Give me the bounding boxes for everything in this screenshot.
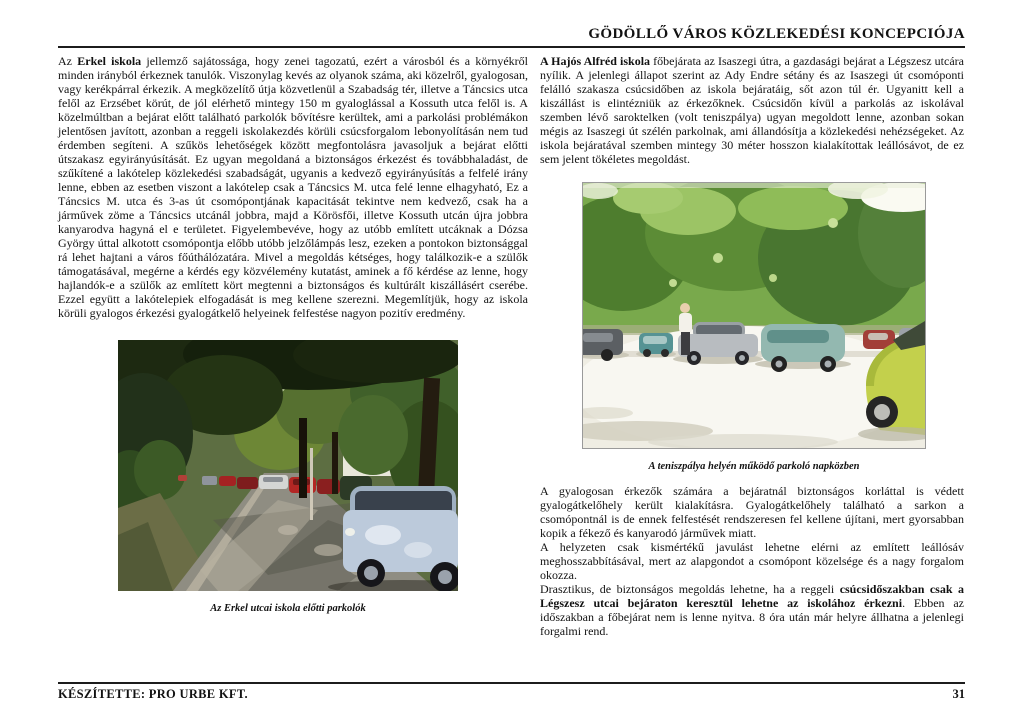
erkel-paragraph-text: Az xyxy=(58,54,78,68)
erkel-school-name: Erkel iskola xyxy=(77,54,142,68)
left-column xyxy=(58,54,528,615)
parking-figure-caption: A teniszpálya helyén működő parkoló napközben xyxy=(648,461,860,472)
drastic-solution-paragraph xyxy=(540,582,964,638)
erkel-street-photo xyxy=(118,340,458,591)
page-title: GÖDÖLLŐ VÁROS KÖZLEKEDÉSI KONCEPCIÓJA xyxy=(588,26,965,42)
hajos-school-name: A Hajós Alfréd iskola xyxy=(540,54,651,68)
parking-lot-photo xyxy=(582,182,926,449)
parking-lot-figure xyxy=(582,182,926,473)
header-rule xyxy=(58,46,965,48)
footer-author: KÉSZÍTETTE: PRO URBE KFT. xyxy=(58,687,248,701)
footer-rule xyxy=(58,682,965,684)
erkel-figure-caption: Az Erkel utcai iskola előtti parkolók xyxy=(210,603,366,614)
drastic-paragraph-lead: Drasztikus, de biztonságos megoldás lehetne, ha a reggeli xyxy=(540,582,840,596)
improvement-paragraph: A helyzeten csak kismértékű javulást lehetne elérni az említett leállósáv meghosszabbításával, mert az alapgondot a csomópont közelsége és a nagy forgalom okozza. xyxy=(540,540,964,582)
erkel-paragraph xyxy=(58,54,528,320)
parking-photo-svg xyxy=(583,183,925,448)
right-column xyxy=(540,54,964,638)
erkel-paragraph-body: jellemző sajátossága, hogy zenei tagozatú, ezért a városból és a környékről minden irányból érkeznek tanulók. Viszonylag kevés az olyanok száma, aki közelről, gyalogosan, vagy kerékpárral érkezik. A megközelítő útja közvetlenül a Szabadság tér, illetve a Táncsics utca felől az Erzsébet körút, de jól elérhető mintegy 150 m gyaloglással a Kossuth utca felől is. A közelmúltban a bejárat előtt található parkolók bővítésre kerültek, ami a parkolási problémákon jelentősen javított, azonban a reggeli iskolakezdés körüli csúcsforgalom lebonyolításán nem tud érdemben segíteni. A szűkös lehetőségek között megfontolásra javasoljuk a bejárat előtti útszakasz egyirányúsítását. Ez ugyan megoldaná a biztonságos érkezést és továbbhaladást, de szűkítené a lakótelep közlekedési szabadságát, ugyanis a kedvező egyirányúsítás a felfelé irány lenne, ebben az esetben viszont a lakótelep csak a Táncsics M. utca felé lenne elhagyható, Ez a Táncsics M. utca és 3-as út csomópontjának kapacitását tekintve nem kedvező, csak ha a járművek zöme a Táncsics utcánál jobbra, majd a Körösfői, illetve Kossuth utcán újra jobbra kanyarodva hagyná el e területet. Figyelembevéve, hogy az utóbb említett utcáknak a Dózsa György úttal alkotott csomópontja előbb utóbb jelzőlámpás lesz, ezeken a pontokon biztonsággal rá lehet hajtani a város főúthálózatára. Mivel a megoldás kétséges, hogy találkozik-e a szülők támogatásával, megérne a kérdés egy közvélemény kutatást, aminek a fő kérdése az lenne, hogy hajlandók-e a szülők az említett kört megtenni a biztonságos és kultúrált kiszállásért cserébe. Ezzel együtt a lakótelepiek elfogadását is meg kellene szerezni. Megemlítjük, hogy az iskola körüli gyalogos érkezési gyalogátkelő helyeinek felfestése nagyon pozitív eredmény. xyxy=(58,54,528,320)
erkel-street-figure xyxy=(118,340,458,615)
street-photo-svg xyxy=(118,340,458,591)
footer-page-number: 31 xyxy=(952,687,965,701)
drastic-paragraph-tail: . Ebben az időszakban a főbejárat nem is lenne nyitva. 8 óra után már helyre állhatna a jelenlegi forgalmi rend. xyxy=(540,596,964,638)
drastic-paragraph-emphasis: csúcsidőszakban csak a Légszesz utcai bejáraton keresztül lehetne az iskolához érkezni xyxy=(540,582,964,610)
hajos-paragraph xyxy=(540,54,964,166)
parked-red-car-shape xyxy=(219,476,236,486)
hajos-paragraph-body: főbejárata az Isaszegi útra, a gazdasági bejárat a Légszesz utcára nyílik. A jelenlegi állapot szerint az Ady Endre sétány és az Isaszegi út csomóponti felálló szakasza csúcsidőben az iskola bejáratáig, sőt azon túl ér. Ugyanitt kell a kiszállást is elintézniük az érkezőknek. Csúcsidőn kívül a parkolás az iskolával szemben lévő saroktelken (volt teniszpálya) ugyan megoldott lenne, azonban sokan mégis az Isaszegi út szélén parkolnak, ami állandósítja a közlekedési nehézségeket. Az iskola bejáratával szemben mintegy 30 méter hosszon kialakítottak leállósávot, de ez sem jelent tökéletes megoldást. xyxy=(540,54,964,166)
pedestrian-paragraph: A gyalogosan érkezők számára a bejáratnál biztonságos korláttal is védett gyalogátkelőhely került kialakításra. Gyalogátkelőhely található a sarkon a csomópontnál is de ennek felfestését rendszeresen fel kellene újítani, mert gyorsabban kopik a fékező és kanyarodó járművek miatt. xyxy=(540,484,964,540)
